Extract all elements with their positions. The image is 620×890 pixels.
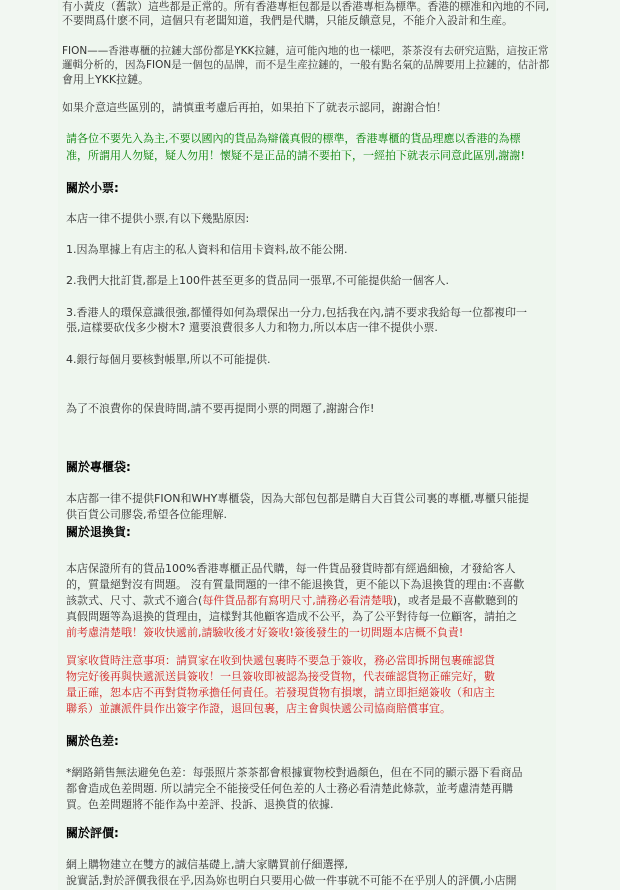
returns-line-2: 的，質量絕對沒有問題。 沒有質量問題的一律不能退換貨，更不能以下為退換貨的理由:不喜歡 — [66, 578, 525, 591]
returns-line-3 — [66, 593, 518, 609]
returns-size-note: 每件貨品都有寫明尺寸,請務必看清楚哦 — [202, 594, 393, 607]
returns-line-3a: 該款式、尺寸、款式不適合( — [66, 594, 203, 607]
receipt-closing: 為了不浪費你的保貴時間,請不要再提問小票的問題了,謝謝合作! — [66, 402, 375, 415]
returns-heading: 關於退換貨: — [66, 525, 131, 539]
receipt-intro: 本店一律不提供小票,有以下幾點原因: — [66, 212, 250, 225]
intro-line-7: 請各位不要先入為主,不要以國內的貨品為辯儀真假的標準，香港專櫃的貨品理應以香港的為標 — [66, 132, 521, 145]
intro-line-6: 如果介意這些區別的，請慎重考慮后再拍，如果拍下了就表示認同，謝謝合怕！ — [62, 101, 447, 114]
color-line-3: 買。色差問題將不能作為中差評、投訴、退換貨的依據. — [66, 798, 334, 811]
intro-line-2: 不要問爲什麽不同，這個只有老闆知道，我們是代購，只能反饋意見，不能介入設計和生産。 — [62, 14, 513, 27]
receipt-point-2: 2.我們大批訂貨,都是上100件甚至更多的貨品同一張單,不可能提供給一個客人. — [66, 274, 449, 287]
receiving-line-4: 聯系）並讓派件員作出簽字作證，退回包裹，店主會與快遞公司協商賠償事宜。 — [66, 702, 451, 715]
returns-line-4: 真假問題等為退換的貨理由，這樣對其他顧客造成不公平，為了公平對待每一位顧客，請拍之 — [66, 610, 517, 623]
intro-line-8: 准，所謂用人勿疑，疑人勿用！懷疑不是正品的請不要拍下，一經拍下就表示同意此區別,謝謝! — [66, 149, 525, 162]
bag-line-2: 供百貨公司膠袋,希望各位能理解. — [66, 508, 227, 521]
receiving-line-3: 量正確，恕本店不再對貨物承擔任何責任。若發現貨物有損壞，請立即拒絕簽收（和店主 — [66, 686, 495, 699]
receiving-line-2: 物完好後再與快遞派送員簽收！一旦簽收即被認為接受貨物，代表確認貨物正確完好，數 — [66, 670, 495, 683]
intro-line-4: 邏輯分析的，因為FION是一個包的品牌，而不是生産拉鏈的，一般有點名氣的品牌要用上拉鏈的，估計都 — [62, 59, 550, 71]
receiving-line-1: 買家收貨時注意事項：請買家在收到快遞包裹時不要急于簽收，務必當即拆開包裹確認貨 — [66, 654, 495, 667]
receipt-point-4: 4.銀行每個月要核對帳單,所以不可能提供. — [66, 353, 271, 366]
bag-heading: 關於專櫃袋: — [66, 460, 131, 474]
review-line-1: 網上購物建立在雙方的誠信基礎上,請大家購買前仔細選擇, — [66, 858, 348, 871]
color-line-1: *網路銷售無法避免色差：每張照片茶茶都會根據實物校對過顏色，但在不同的顯示器下看商品 — [66, 766, 523, 779]
returns-line-1: 本店保證所有的貨品100%香港專櫃正品代購，每一件貨品發貨時都有經過細檢，才發給客人 — [66, 562, 516, 575]
bag-line-1: 本店都一律不提供FION和WHY專櫃袋，因為大部包包都是購自大百貨公司裏的專櫃,專櫃只能提 — [66, 492, 529, 505]
intro-line-5: 會用上YKK拉鏈。 — [62, 73, 150, 86]
review-heading: 關於評價: — [66, 826, 119, 840]
intro-line-1: 有小黃皮（舊款）這些都是正常的。所有香港專柜包都是以香港專柜為標準。香港的標准和內地的不同, — [62, 0, 550, 13]
receipt-point-3a: 3.香港人的環保意識很強,都懂得如何為環保出一分力,包括我在內,請不要求我給每一位都複印一 — [66, 306, 527, 319]
color-heading: 關於色差: — [66, 734, 119, 748]
receipt-point-1: 1.因為單據上有店主的私人資料和信用卡資料,故不能公開. — [66, 243, 348, 256]
color-line-2: 都會造成色差問題. 所以請完全不能接受任何色差的人士務必看清楚此條款，並考慮清楚再購 — [66, 782, 513, 795]
receipt-heading: 關於小票: — [66, 181, 119, 195]
returns-line-3c: )，或者是最不喜歡聽到的 — [392, 594, 519, 607]
returns-line-5: 前考慮清楚哦！簽收快遞前,請驗收後才好簽收!簽後發生的一切問題本店概不負責! — [66, 626, 464, 639]
receipt-point-3b: 張,這樣要砍伐多少樹木? 還要浪費很多人力和物力,所以本店一律不提供小票. — [66, 321, 438, 334]
intro-line-3: FION——香港專櫃的拉鏈大部份都是YKK拉鏈，這可能內地的也一樣吧，茶茶沒有去研究這點，這按正常 — [62, 45, 549, 57]
review-line-2: 說實話,對於評價我很在乎,因為妳也明白只要用心做一件事就不可能不在乎別人的評價,小店開 — [66, 874, 517, 887]
